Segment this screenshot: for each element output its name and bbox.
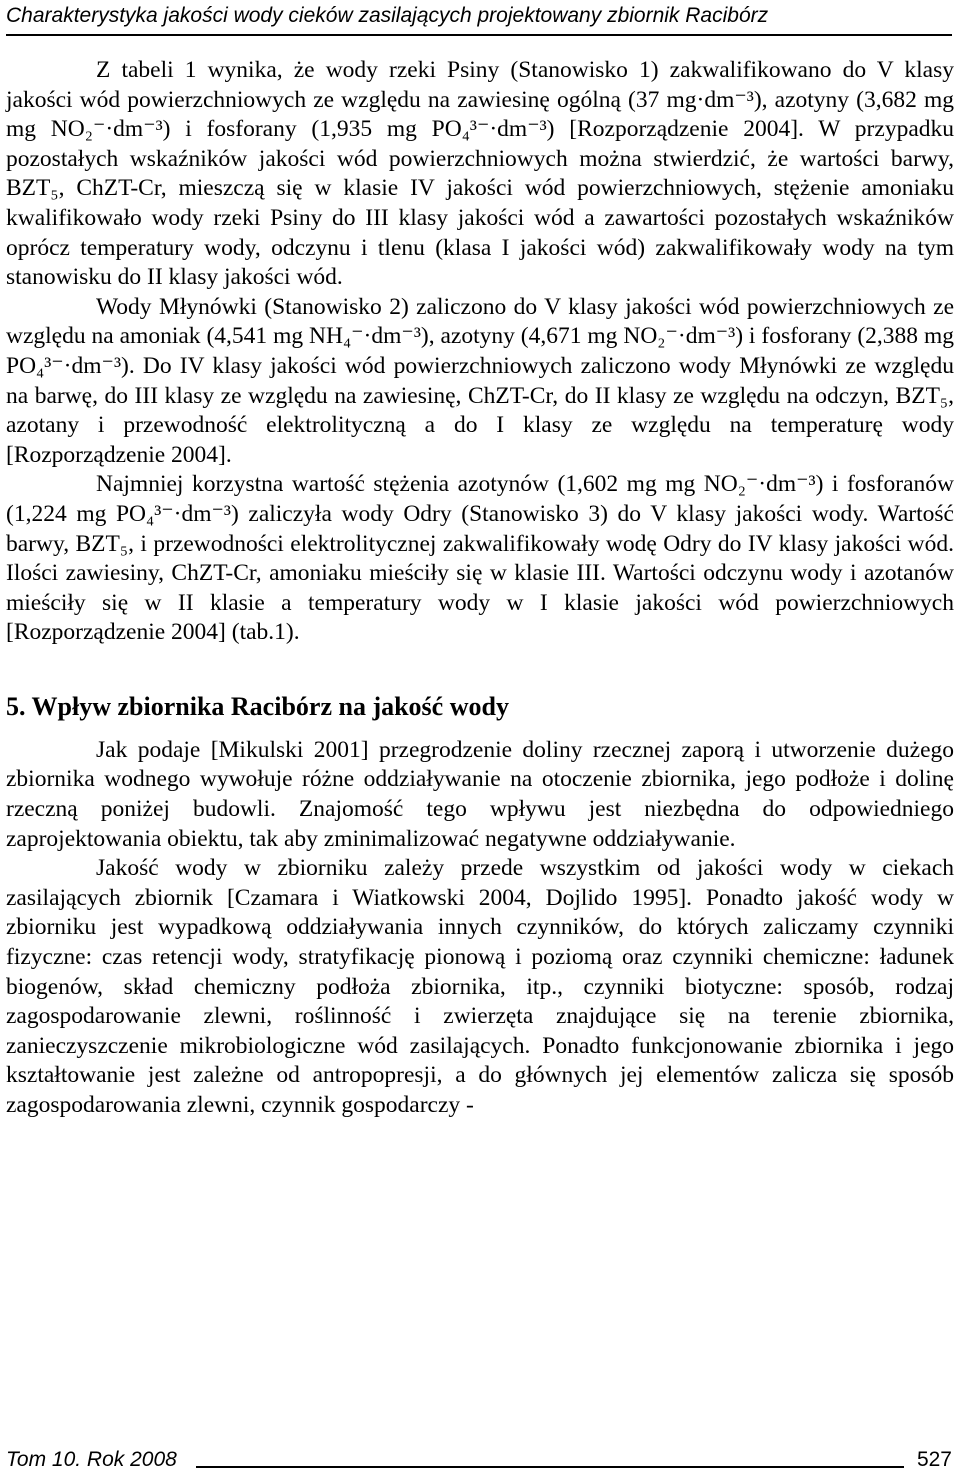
- paragraph: Z tabeli 1 wynika, że wody rzeki Psiny (Stanowisko 1) zakwalifikowano do V klasy jakości wód powierzchniowych ze względu na zawiesinę ogólną (37 mg·dm⁻³), azotyny (3,682 mg mg NO₂⁻·dm⁻³) i fosforany (1,935 mg PO₄³⁻·dm⁻³) [Rozporządzenie 2004]. W przypadku pozostałych wskaźników jakości wód powierzchniowych można stwierdzić, że wartości barwy, BZT₅, ChZT-Cr, mieszczą się w klasie IV jakości wód powierzchniowych, stężenie amoniaku kwalifikowało wody rzeki Psiny do III klasy jakości wód a zawartości pozostałych wskaźników oprócz temperatury wody, odczynu i tlenu (klasa I jakości wód) zakwalifikowały wody na tym stanowisku do II klasy jakości wód.: [6, 57, 954, 291]
- paragraph: Najmniej korzystna wartość stężenia azotynów (1,602 mg mg NO₂⁻·dm⁻³) i fosforanów (1,224 mg PO₄³⁻·dm⁻³) zaliczyła wody Odry (Stanowisko 3) do V klasy jakości wody. Wartość barwy, BZT₅, i przewodności elektrolitycznej zakwalifikowały wodę Odry do IV klasy jakości wód. Ilości zawiesiny, ChZT-Cr, amoniaku mieściły się w klasie III. Wartości odczynu wody i azotanów mieściły się w II klasie a temperatury wody w I klasie jakości wód powierzchniowych [Rozporządzenie 2004] (tab.1).: [6, 471, 954, 646]
- page-footer: [6, 1446, 952, 1476]
- paragraph: Jak podaje [Mikulski 2001] przegrodzenie doliny rzecznej zaporą i utworzenie dużego zbiornika wodnego wywołuje różne oddziaływanie na otoczenie zbiornika, jego podłoże i dolinę rzeczną poniżej budowli. Znajomość tego wpływu jest niezbędna do odpowiedniego zaprojektowania obiektu, tak aby zminimalizować negatywne oddziaływanie.: [6, 736, 954, 852]
- body-text: [6, 56, 954, 1121]
- running-header: Charakterystyka jakości wody cieków zasilających projektowany zbiornik Racibórz: [6, 4, 769, 27]
- page-number: 527: [911, 1446, 952, 1474]
- paragraph: Jakość wody w zbiorniku zależy przede wszystkim od jakości wody w ciekach zasilających zbiornik [Czamara i Wiatkowski 2004, Dojlido 1995]. Ponadto jakość wody w zbiorniku jest wypadkową oddziaływania innych czynników, do których zaliczamy czynniki fizyczne: czas retencji wody, stratyfikację pionową i poziomą oraz czynniki chemiczne: ładunek biogenów, skład chemiczny podłoża zbiornika, itp., czynniki biotyczne: sposób, rodzaj zagospodarowanie zlewni, roślinność i zwierzęta znajdujące się na terenie zbiornika, zanieczyszczenie mikrobiologiczne wód zasilających. Ponadto funkcjonowanie zbiornika i jego kształtowanie jest zależne od antropopresji, a do głównych jej elementów zalicza się sposób zagospodarowania zlewni, czynnik gospodarczy -: [6, 855, 954, 1118]
- header-rule: [6, 34, 952, 36]
- section-heading: 5. Wpływ zbiornika Racibórz na jakość wody: [6, 691, 509, 721]
- footer-rule: [196, 1466, 904, 1468]
- journal-volume: Tom 10. Rok 2008: [6, 1446, 181, 1474]
- paragraph: Wody Młynówki (Stanowisko 2) zaliczono do V klasy jakości wód powierzchniowych ze względu na amoniak (4,541 mg NH₄⁻·dm⁻³), azotyny (4,671 mg NO₂⁻·dm⁻³) i fosforany (2,388 mg PO₄³⁻·dm⁻³). Do IV klasy jakości wód powierzchniowych zaliczono wody Młynówki ze względu na barwę, do III klasy ze względu na zawiesinę, ChZT-Cr, do II klasy ze względu na odczyn, BZT₅, azotany i przewodność elektrolityczną a do I klasy ze względu na temperaturę wody [Rozporządzenie 2004].: [6, 293, 954, 468]
